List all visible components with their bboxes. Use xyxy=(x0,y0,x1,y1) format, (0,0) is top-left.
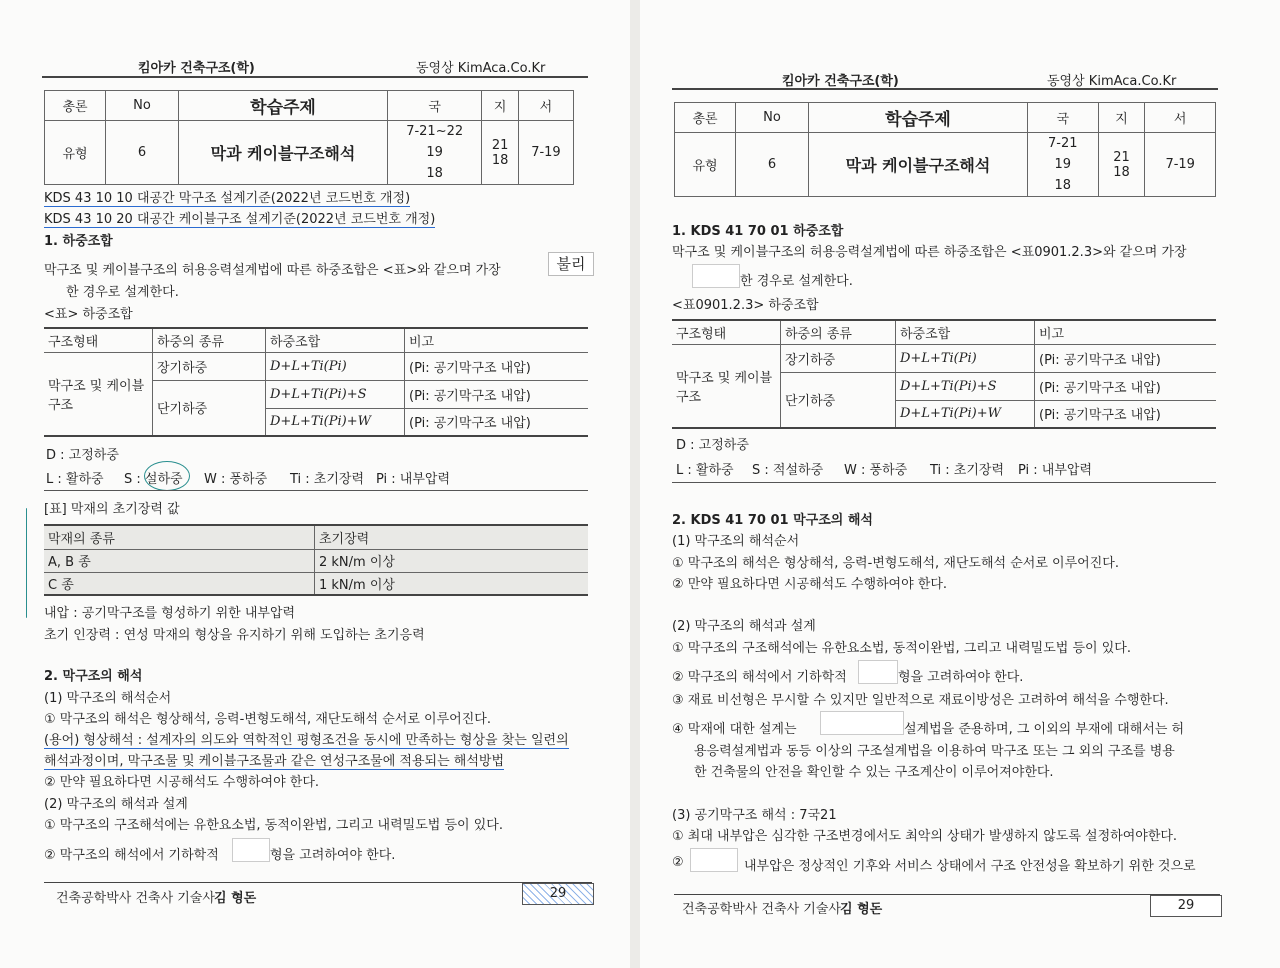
header-title: 킴아카 건축구조(학) xyxy=(782,74,899,89)
table-header: 초기장력 xyxy=(315,525,589,549)
footer-author-name: 김 형돈 xyxy=(840,902,883,917)
topic-cell: 7-19 xyxy=(1145,133,1216,197)
para-1b: 한 경우로 설계한다. xyxy=(66,285,179,300)
struct-type-cell: 막구조 및 케이블구조 xyxy=(44,352,153,436)
note-cell: (Pi: 공기막구조 내압) xyxy=(1035,400,1217,428)
table-header: 하중의 종류 xyxy=(153,328,266,352)
note-cell: (Pi: 공기막구조 내압) xyxy=(405,408,589,436)
topic-cell: 국 xyxy=(1028,103,1099,133)
s3: (3) 공기막구조 해석 : 7국21 xyxy=(672,808,837,823)
term-definition-1: (용어) 형상해석 : 설계자의 의도와 역학적인 평형조건을 동시에 만족하는 형상을 찾는 일련의 xyxy=(44,729,569,749)
header-rule xyxy=(42,76,588,78)
load-type-short: 단기하중 xyxy=(781,372,896,428)
legend-d: D : 고정하중 xyxy=(676,438,749,453)
legend-s: S : 설하중 xyxy=(124,472,183,487)
load-type-long: 장기하중 xyxy=(781,344,896,372)
s2-1a: ① 막구조의 해석은 형상해석, 응력-변형도해석, 재단도해석 순서로 이루어진다. xyxy=(672,556,1119,571)
section-1-title: 1. 하중조합 xyxy=(44,234,113,249)
s3a: ① 최대 내부압은 심각한 구조변경에서도 최악의 상태가 발생하지 않도록 설정하여야한다. xyxy=(672,829,1178,844)
topic-cell: 서 xyxy=(1145,103,1216,133)
topic-cell: 총론 xyxy=(45,91,106,121)
legend-w: W : 풍하중 xyxy=(204,472,268,487)
load-type-short: 단기하중 xyxy=(153,380,266,436)
tension-cell: C 종 xyxy=(44,572,315,595)
s3b-end: 내부압은 정상적인 기후와 서비스 상태에서 구조 안전성을 확보하기 위한 것으로 xyxy=(744,859,1196,874)
s2-2a: ① 막구조의 구조해석에는 유한요소법, 동적이완법, 그리고 내력밀도법 등이 있다. xyxy=(44,818,503,833)
section-2-title: 2. KDS 41 70 01 막구조의 해석 xyxy=(672,513,873,528)
footer-rule xyxy=(674,894,1220,895)
para-1a: 막구조 및 케이블구조의 허용응력설계법에 따른 하중조합은 <표>와 같으며 가장 xyxy=(44,263,501,278)
footer-author-name: 김 형돈 xyxy=(214,891,257,906)
topic-subject: 막과 케이블구조해석 xyxy=(179,121,388,185)
combo-cell: D+L+Ti(Pi)+W xyxy=(266,408,405,436)
legend-t: Ti : 초기장력 xyxy=(930,463,1005,478)
tension-cell: A, B 종 xyxy=(44,549,315,572)
page-number: 29 xyxy=(522,883,594,905)
note-cell: (Pi: 공기막구조 내압) xyxy=(405,352,589,380)
divider xyxy=(44,490,588,491)
left-page xyxy=(0,0,630,968)
load-type-long: 장기하중 xyxy=(153,352,266,380)
table-caption: <표> 하중조합 xyxy=(44,307,133,322)
s2-2b-end: 형을 고려하여야 한다. xyxy=(898,670,1024,685)
table-header: 막재의 종류 xyxy=(44,525,315,549)
topic-cell: 6 xyxy=(106,121,179,185)
tension-caption: [표] 막재의 초기장력 값 xyxy=(44,502,180,517)
s2-1a: ① 막구조의 해석은 형상해석, 응력-변형도해석, 재단도해석 순서로 이루어진다. xyxy=(44,712,491,727)
legend-l: L : 활하중 xyxy=(46,472,104,487)
term-definition-2: 해석과정이며, 막구조물 및 케이블구조물과 같은 연성구조물에 적용되는 해석방법 xyxy=(44,750,504,770)
legend-w: W : 풍하중 xyxy=(844,463,908,478)
s2-1: (1) 막구조의 해석순서 xyxy=(44,691,172,706)
table-header: 비고 xyxy=(405,328,589,352)
tension-table xyxy=(44,524,588,596)
kds-code-2: KDS 43 10 20 대공간 케이블구조 설계기준(2022년 코드번호 개정) xyxy=(44,208,435,228)
fill-blank xyxy=(692,264,740,288)
section-2-title: 2. 막구조의 해석 xyxy=(44,669,143,684)
s2-2d-line3: 한 건축물의 안전을 확인할 수 있는 구조계산이 이루어져야한다. xyxy=(694,765,1054,780)
page-gutter xyxy=(630,0,640,968)
table-caption: <표0901.2.3> 하중조합 xyxy=(672,298,819,313)
tension-cell: 1 kN/m 이상 xyxy=(315,572,589,595)
topic-heading: 학습주제 xyxy=(179,91,388,121)
s2-2d-line2: 용응력설계법과 동등 이상의 구조설계법을 이용하여 막구조 또는 그 외의 구조를 병용 xyxy=(694,744,1175,759)
definition-1: 내압 : 공기막구조를 형성하기 위한 내부압력 xyxy=(44,606,296,621)
topic-heading: 학습주제 xyxy=(809,103,1028,133)
s2-2: (2) 막구조의 해석과 설계 xyxy=(672,619,816,634)
s2-1: (1) 막구조의 해석순서 xyxy=(672,534,800,549)
table-header: 구조형태 xyxy=(44,328,153,352)
table-header: 비고 xyxy=(1035,320,1217,344)
section-1-title: 1. KDS 41 70 01 하중조합 xyxy=(672,224,844,239)
footer-author-prefix: 건축공학박사 건축사 기술사 xyxy=(682,902,841,917)
topic-cell: 유형 xyxy=(675,133,736,197)
kds-code-1: KDS 43 10 10 대공간 막구조 설계기준(2022년 코드번호 개정) xyxy=(44,187,410,207)
para-1b: 한 경우로 설계한다. xyxy=(740,274,853,289)
footer-rule xyxy=(44,882,592,883)
para-1a: 막구조 및 케이블구조의 허용응력설계법에 따른 하중조합은 <표0901.2.3>와 같으며 가장 xyxy=(672,245,1187,260)
fill-blank xyxy=(232,838,270,862)
s2-2: (2) 막구조의 해석과 설계 xyxy=(44,797,188,812)
note-cell: (Pi: 공기막구조 내압) xyxy=(1035,372,1217,400)
s2-2b-end: 형을 고려하여야 한다. xyxy=(270,848,396,863)
s2-2d-start: ④ 막재에 대한 설계는 xyxy=(672,722,797,737)
legend-d: D : 고정하중 xyxy=(46,448,119,463)
fill-blank xyxy=(858,660,898,684)
topic-cell: 국 xyxy=(388,91,482,121)
table-header: 하중조합 xyxy=(266,328,405,352)
legend-p: Pi : 내부압력 xyxy=(1018,463,1093,478)
topic-cell: 지 xyxy=(482,91,519,121)
table-header: 하중조합 xyxy=(896,320,1035,344)
topic-cell: 7-19 xyxy=(518,121,573,185)
table-header: 하중의 종류 xyxy=(781,320,896,344)
definition-2: 초기 인장력 : 연성 막재의 형상을 유지하기 위해 도입하는 초기응력 xyxy=(44,628,425,643)
combo-cell: D+L+Ti(Pi)+S xyxy=(266,380,405,408)
topic-table xyxy=(674,102,1216,197)
s2-2b-start: ② 막구조의 해석에서 기하학적 xyxy=(672,670,847,685)
header-rule xyxy=(672,88,1218,90)
topic-table xyxy=(44,90,574,185)
fill-blank xyxy=(690,848,738,872)
fill-blank xyxy=(820,711,904,735)
s3b-start: ② xyxy=(672,855,684,870)
topic-cell: No xyxy=(736,103,809,133)
handwritten-circle xyxy=(144,461,190,491)
header-video: 동영상 KimAca.Co.Kr xyxy=(1047,74,1177,89)
header-video: 동영상 KimAca.Co.Kr xyxy=(416,61,546,76)
table-header: 구조형태 xyxy=(672,320,781,344)
handwritten-answer: 불리 xyxy=(548,252,594,276)
combo-cell: D+L+Ti(Pi) xyxy=(266,352,405,380)
combo-cell: D+L+Ti(Pi) xyxy=(896,344,1035,372)
legend-l: L : 활하중 xyxy=(676,463,734,478)
topic-cell: No xyxy=(106,91,179,121)
topic-subject: 막과 케이블구조해석 xyxy=(809,133,1028,197)
handwritten-bracket xyxy=(26,508,27,618)
page-number: 29 xyxy=(1150,895,1222,917)
footer-author-prefix: 건축공학박사 건축사 기술사 xyxy=(56,891,215,906)
topic-cell-ji: 21 18 xyxy=(1098,133,1145,197)
combo-cell: D+L+Ti(Pi)+S xyxy=(896,372,1035,400)
note-cell: (Pi: 공기막구조 내압) xyxy=(1035,344,1217,372)
s2-2d-end: 설계법을 준용하며, 그 이외의 부재에 대해서는 허 xyxy=(904,722,1185,737)
s2-2c: ③ 재료 비선형은 무시할 수 있지만 일반적으로 재료이방성은 고려하여 해석을 수행한다. xyxy=(672,693,1169,708)
right-page xyxy=(640,0,1280,968)
load-combination-table xyxy=(44,327,588,437)
topic-cell: 6 xyxy=(736,133,809,197)
divider xyxy=(672,482,1216,483)
note-cell: (Pi: 공기막구조 내압) xyxy=(405,380,589,408)
topic-cell: 지 xyxy=(1098,103,1145,133)
topic-cell-ji: 21 18 xyxy=(482,121,519,185)
topic-cell-kuk: 7-21 19 18 xyxy=(1028,133,1099,197)
legend-p: Pi : 내부압력 xyxy=(376,472,451,487)
topic-cell: 서 xyxy=(518,91,573,121)
struct-type-cell: 막구조 및 케이블구조 xyxy=(672,344,781,428)
legend-s: S : 적설하중 xyxy=(752,463,824,478)
tension-cell: 2 kN/m 이상 xyxy=(315,549,589,572)
topic-cell: 총론 xyxy=(675,103,736,133)
legend-t: Ti : 초기장력 xyxy=(290,472,365,487)
s2-2a: ① 막구조의 구조해석에는 유한요소법, 동적이완법, 그리고 내력밀도법 등이 있다. xyxy=(672,641,1131,656)
topic-cell-kuk: 7-21~22 19 18 xyxy=(388,121,482,185)
s2-1b: ② 만약 필요하다면 시공해석도 수행하여야 한다. xyxy=(44,775,320,790)
s2-2b-start: ② 막구조의 해석에서 기하학적 xyxy=(44,848,219,863)
load-combination-table xyxy=(672,319,1216,429)
topic-cell: 유형 xyxy=(45,121,106,185)
s2-1b: ② 만약 필요하다면 시공해석도 수행하여야 한다. xyxy=(672,577,948,592)
combo-cell: D+L+Ti(Pi)+W xyxy=(896,400,1035,428)
header-title: 킴아카 건축구조(학) xyxy=(138,61,255,76)
